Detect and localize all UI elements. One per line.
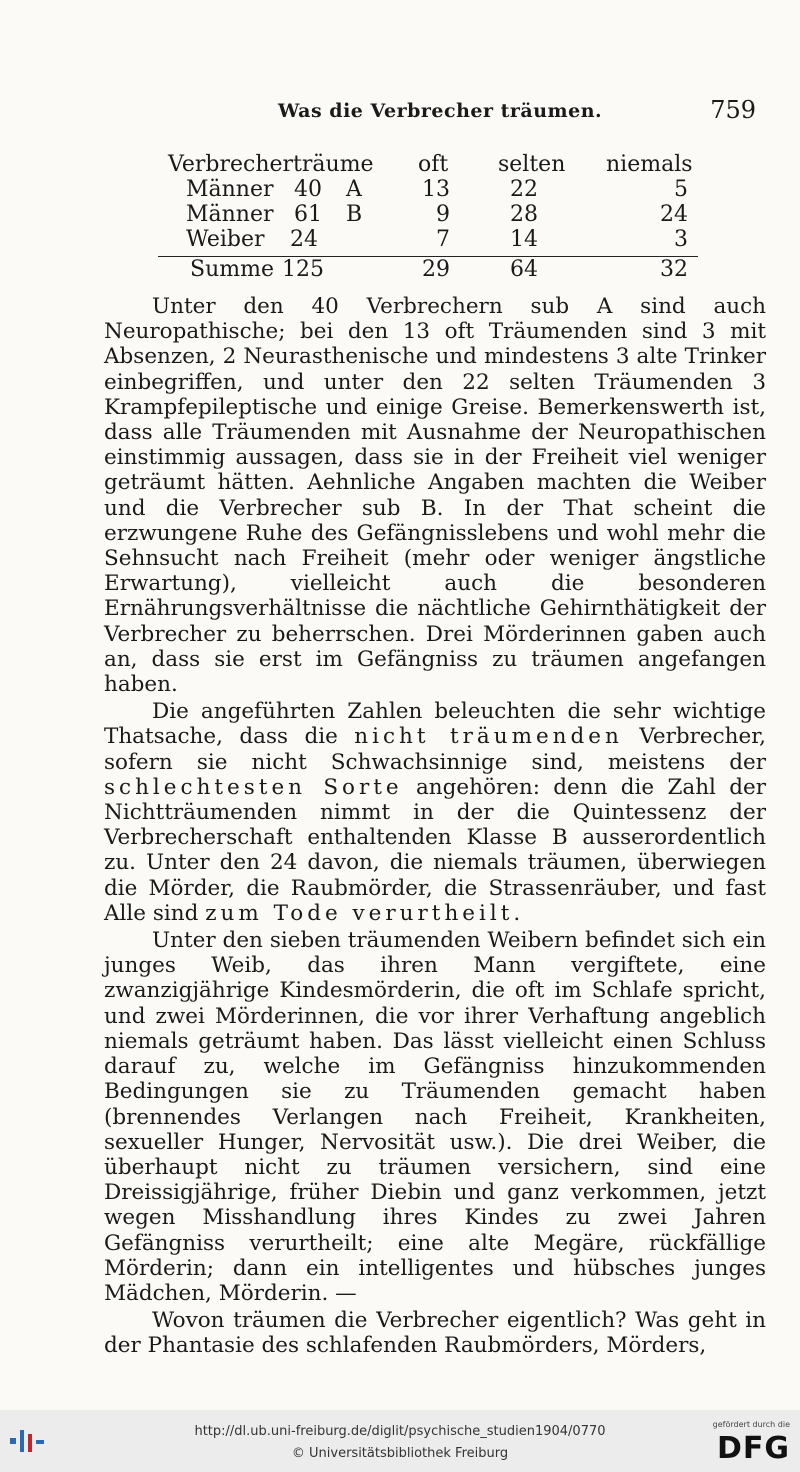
row-oft: 7 <box>436 227 450 252</box>
emphasis-zum-tode-verurtheilt: zum Tode verurtheilt. <box>205 900 525 926</box>
row-class: A <box>346 177 362 202</box>
header-oft: oft <box>418 152 449 177</box>
row-group: Weiber <box>186 227 265 252</box>
paragraph-nicht-traeumende <box>104 699 766 926</box>
row-selten: 14 <box>510 227 538 252</box>
row-oft: 9 <box>436 202 450 227</box>
table-row <box>168 227 698 252</box>
sum-count: 125 <box>282 257 324 282</box>
row-class: B <box>346 202 363 227</box>
row-niemals: 5 <box>674 177 688 202</box>
running-title: Was die Verbrecher träumen. <box>278 100 603 122</box>
page-header <box>0 96 800 128</box>
row-count: 40 <box>294 177 322 202</box>
row-count: 61 <box>294 202 322 227</box>
header-verbrechertraeume: Verbrecherträume <box>168 152 374 177</box>
emphasis-schlechtesten-sorte: schlechtesten Sorte <box>104 774 403 800</box>
dfg-tagline: gefördert durch die <box>712 1420 790 1429</box>
sum-niemals: 32 <box>660 257 688 282</box>
text-run: angehören: denn die Zahl der Nichtträumenden nimmt in der die Quintessenz der Verbrecherschaft enthaltenden Klasse B ausserordentlich zu. Unter den 24 davon, die niemals träumen, überwiegen die Mörder, die Raubmörder, die Strassenräuber, und fast Alle sind <box>104 774 766 926</box>
row-selten: 22 <box>510 177 538 202</box>
sum-selten: 64 <box>510 257 538 282</box>
table-row <box>168 177 698 202</box>
dfg-logo: DFG <box>716 1431 790 1466</box>
header-selten: selten <box>498 152 566 177</box>
table-row <box>168 202 698 227</box>
text-run: Die angeführten Zahlen beleuchten die sehr wichtige Thatsache, dass die <box>104 699 766 750</box>
row-oft: 13 <box>422 177 450 202</box>
row-group: Männer <box>186 177 274 202</box>
copyright-notice: © Universitätsbibliothek Freiburg <box>291 1446 509 1461</box>
row-niemals: 24 <box>660 202 688 227</box>
paragraph-neuropathische: Unter den 40 Verbrechern sub A sind auch Neuropathische; bei den 13 oft Träumenden sind 3 mit Absenzen, 2 Neurasthenische und mindestens 3 alte Trinker einbegriffen, und unter den 22 selten Träumenden 3 Krampfepileptische und einige Greise. Bemerkenswerth ist, dass alle Träumenden mit Ausnahme der Neuropathischen einstimmig aussagen, dass sie in der Freiheit viel weniger geträumt hätten. Aehnliche Angaben machten die Weiber und die Verbrecher sub B. In der That scheint die erzwungene Ruhe des Gefängnisslebens und wohl mehr die Sehnsucht nach Freiheit (mehr oder weniger ängstliche Erwartung), vielleicht auch die besonderen Ernährungsverhältnisse die nächtliche Gehirnthätigkeit der Verbrecher zu beherrschen. Drei Mörderinnen gaben auch an, dass sie erst im Gefängniss zu träumen angefangen haben. <box>104 294 766 698</box>
sum-oft: 29 <box>422 257 450 282</box>
paragraph-wovon-traeumen: Wovon träumen die Verbrecher eigentlich? Was geht in der Phantasie des schlafenden Raubmörders, Mörders, <box>104 1308 766 1359</box>
source-url-link[interactable]: http://dl.ub.uni-freiburg.de/diglit/psychische_studien1904/0770 <box>194 1424 606 1439</box>
header-niemals: niemals <box>606 152 693 177</box>
text-run: Verbrecher, sofern sie nicht Schwachsinnige sind, meistens der <box>104 724 766 775</box>
emphasis-nicht-traeumenden: nicht träumenden <box>354 724 623 750</box>
row-selten: 28 <box>510 202 538 227</box>
dream-statistics-table <box>168 152 698 282</box>
paragraph-weiber: Unter den sieben träumenden Weibern befindet sich ein junges Weib, das ihren Mann vergiftete, eine zwanzigjährige Kindesmörderin, die oft im Schlafe spricht, und zwei Mörderinnen, die vor ihrer Verhaftung angeblich niemals geträumt haben. Das lässt vielleicht einen Schluss darauf zu, welche im Gefängniss hinzukommenden Bedingungen sie zu Träumenden gemacht haben (brennendes Verlangen nach Freiheit, Krankheiten, sexueller Hunger, Nervosität usw.). Die drei Weiber, die überhaupt nicht zu träumen versichern, sind eine Dreissigjährige, früher Diebin und ganz verkommen, jetzt wegen Misshandlung ihres Kindes zu zwei Jahren Gefängniss verurtheilt; eine alte Megäre, rückfällige Mörderin; dann ein intelligentes und hübsches junges Mädchen, Mörderin. — <box>104 928 766 1306</box>
viewer-footer <box>0 1410 800 1472</box>
row-count: 24 <box>290 227 318 252</box>
table-header-row <box>168 152 698 177</box>
sum-label: Summe <box>190 257 274 282</box>
row-group: Männer <box>186 202 274 227</box>
row-niemals: 3 <box>674 227 688 252</box>
page-number: 759 <box>710 96 756 124</box>
table-sum-row <box>168 257 698 282</box>
body-text <box>104 294 766 1359</box>
